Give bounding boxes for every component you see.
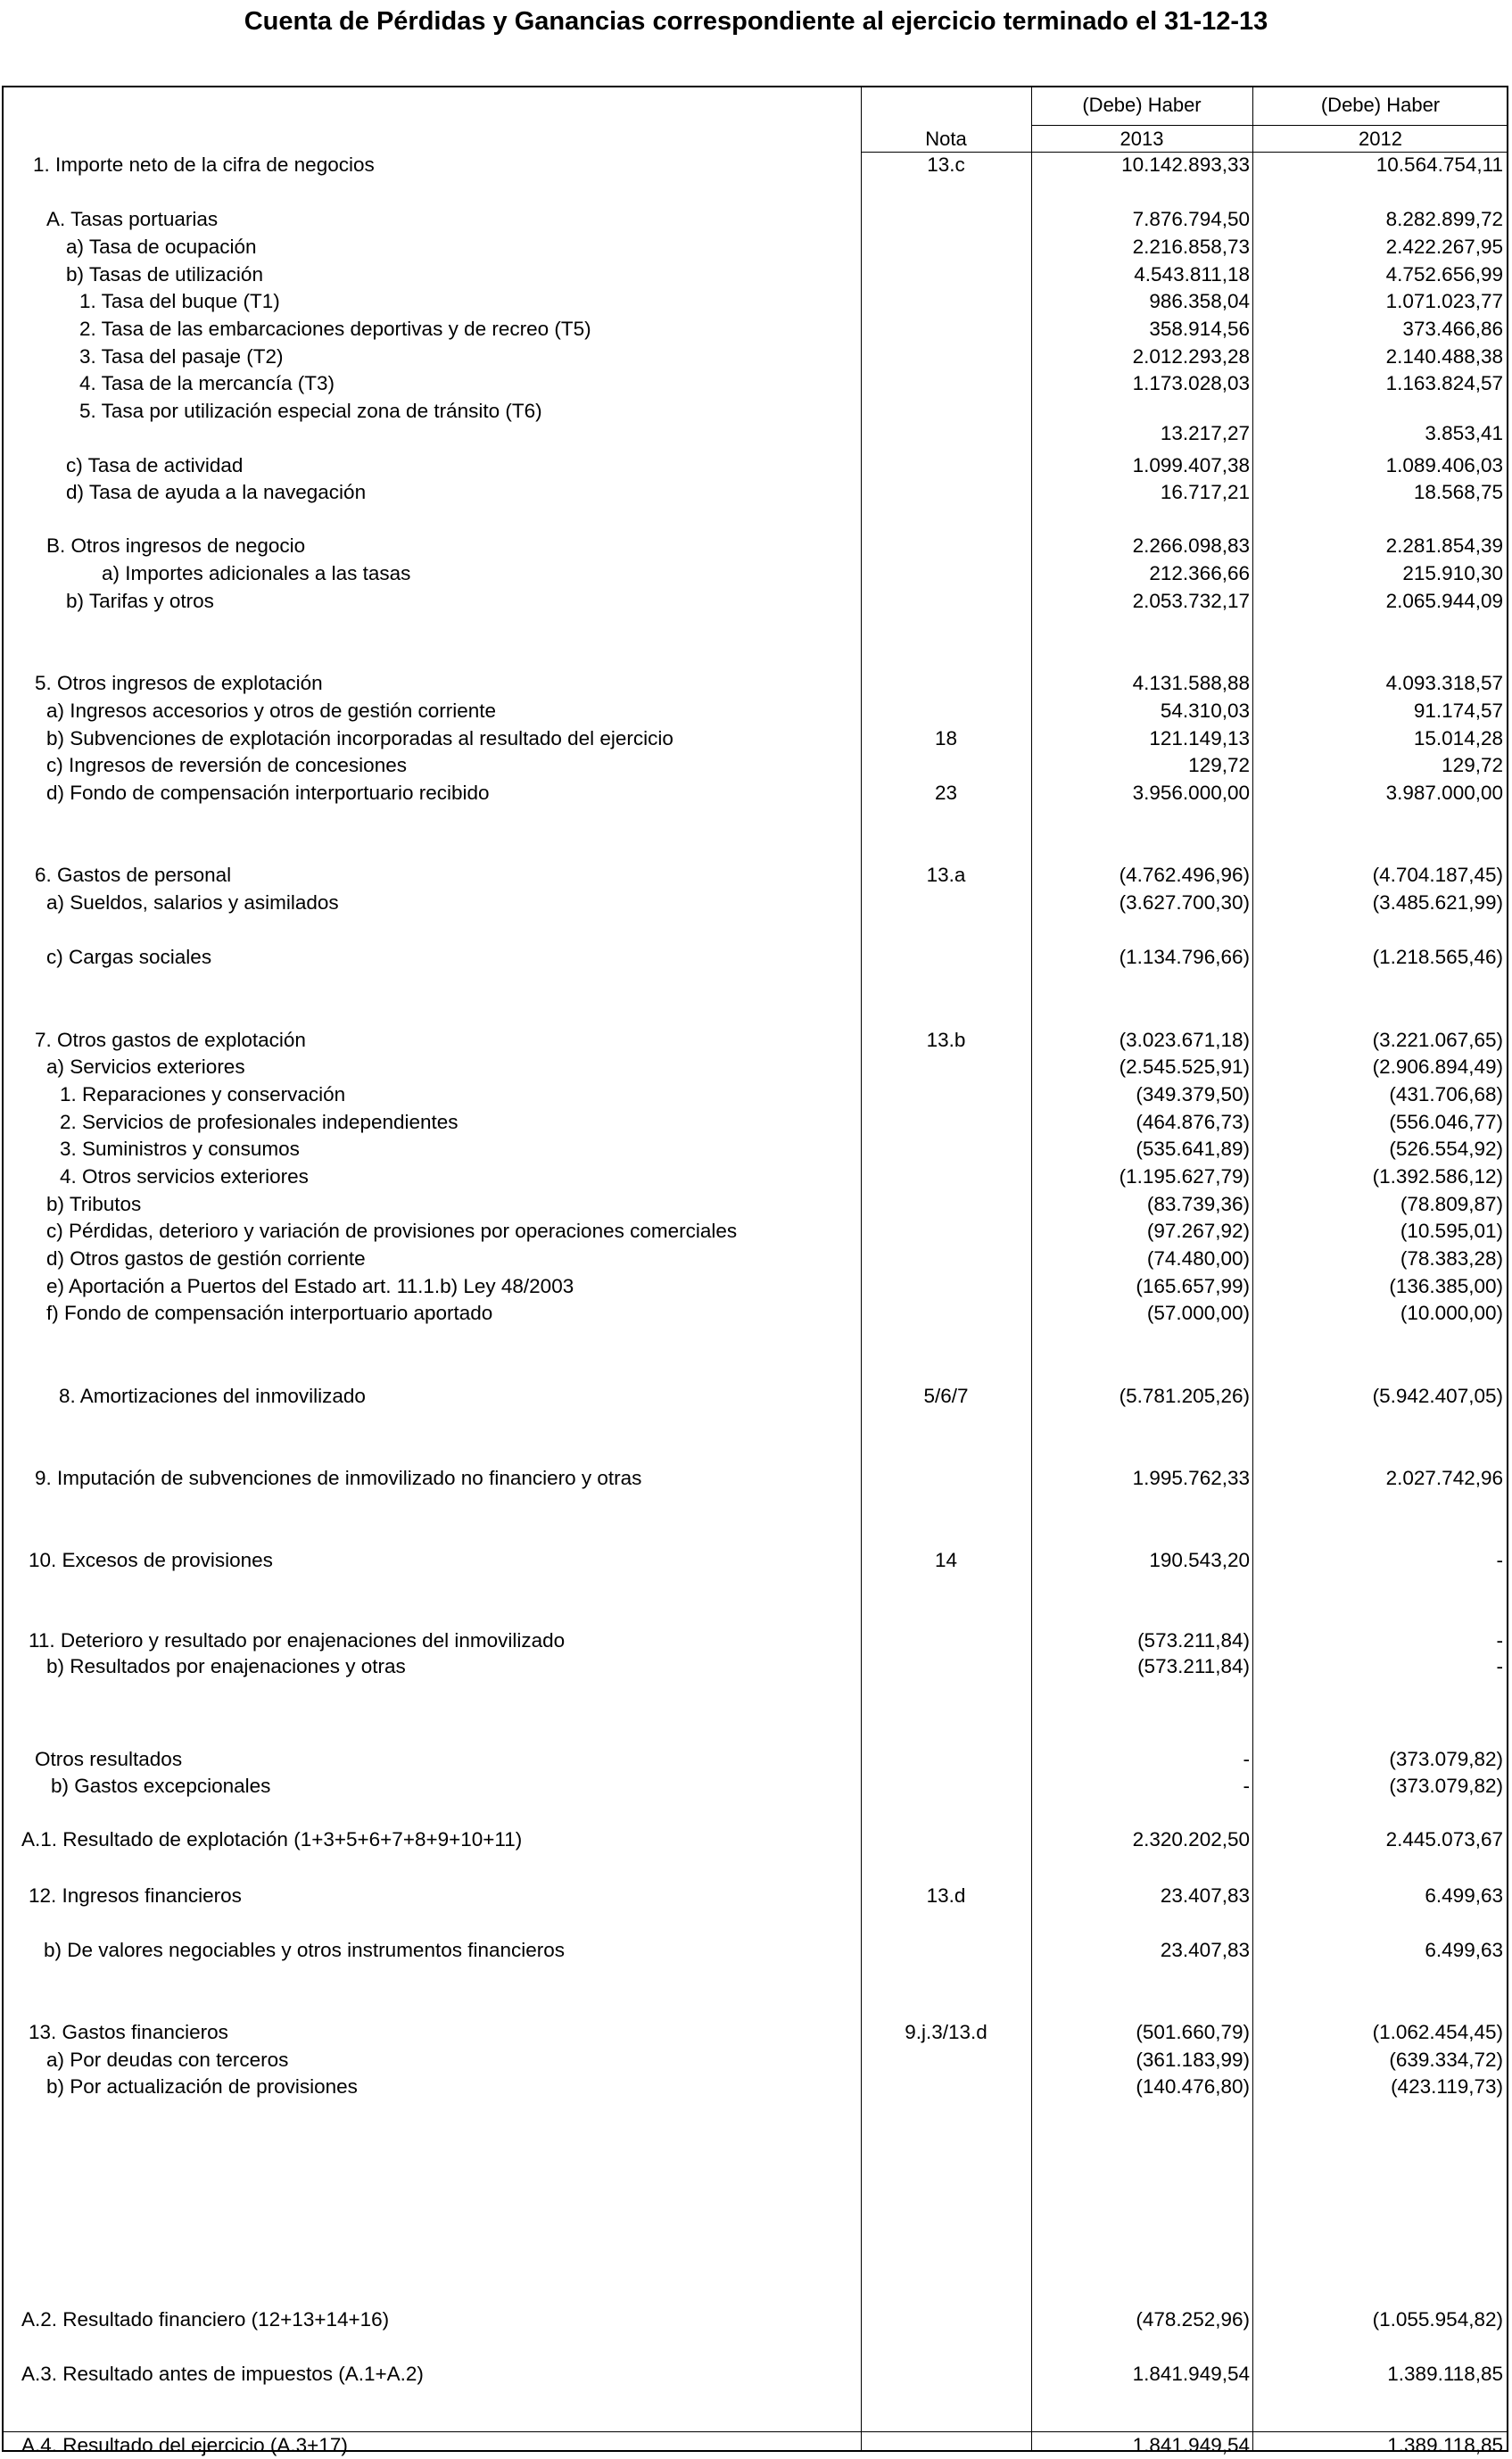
row-value-2012: (3.485.621,99) <box>1372 891 1503 914</box>
row-value-2012: 91.174,57 <box>1413 700 1503 722</box>
row-label: a) Servicios exteriores <box>46 1056 245 1078</box>
row-label: 6. Gastos de personal <box>35 864 232 886</box>
row-label: Otros resultados <box>35 1748 183 1770</box>
row-value-2012: 1.389.118,85 <box>1387 2363 1503 2385</box>
row-label: 3. Suministros y consumos <box>60 1138 300 1160</box>
row-label: b) Subvenciones de explotación incorporadas al resultado del ejercicio <box>46 727 673 749</box>
row-value-2013: 10.142.893,33 <box>1121 153 1250 176</box>
row-value-2013: 3.956.000,00 <box>1132 782 1250 804</box>
row-value-2012: 8.282.899,72 <box>1385 208 1503 230</box>
table-row <box>4 670 1507 697</box>
row-value-2012: (526.554,92) <box>1389 1138 1503 1160</box>
row-label: a) Tasa de ocupación <box>66 236 257 258</box>
table-row <box>4 725 1507 752</box>
row-label: b) Tarifas y otros <box>66 590 214 612</box>
row-value-2012: 6.499,63 <box>1425 1884 1503 1907</box>
row-value-2012: 10.564.754,11 <box>1376 153 1503 176</box>
row-label: 4. Otros servicios exteriores <box>60 1165 309 1188</box>
row-label: A.1. Resultado de explotación (1+3+5+6+7+8+9+10+11) <box>21 1828 523 1850</box>
table-row <box>4 698 1507 724</box>
row-label: 12. Ingresos financieros <box>29 1884 242 1907</box>
row-value-2013: 23.407,83 <box>1160 1939 1250 1961</box>
row-label: 7. Otros gastos de explotación <box>35 1029 306 1051</box>
row-value-2012: 1.089.406,03 <box>1385 454 1503 476</box>
row-label: 1. Importe neto de la cifra de negocios <box>33 153 375 176</box>
row-label: A.3. Resultado antes de impuestos (A.1+A.2) <box>21 2363 424 2385</box>
row-value-2012: (431.706,68) <box>1389 1083 1503 1105</box>
row-value-2012: (373.079,82) <box>1389 1748 1503 1770</box>
row-value-2013: 13.217,27 <box>1160 422 1250 444</box>
table-row <box>4 1746 1507 1773</box>
header-year-2012: 2012 <box>1359 128 1402 150</box>
row-label: c) Pérdidas, deterioro y variación de provisiones por operaciones comerciales <box>46 1220 738 1242</box>
row-value-2012: - <box>1496 1629 1503 1652</box>
row-value-2012: - <box>1496 1655 1503 1677</box>
header-debe-haber-2012: (Debe) Haber <box>1320 94 1441 116</box>
row-value-2012: 18.568,75 <box>1413 481 1503 503</box>
row-value-2012: (78.809,87) <box>1400 1193 1503 1215</box>
row-value-2013: (464.876,73) <box>1136 1111 1250 1133</box>
row-value-2013: (478.252,96) <box>1136 2308 1250 2331</box>
row-label: b) Resultados por enajenaciones y otras <box>46 1655 406 1677</box>
table-row <box>4 1027 1507 1054</box>
table-row <box>4 752 1507 779</box>
row-value-2013: 121.149,13 <box>1149 727 1250 749</box>
table-row <box>4 344 1507 370</box>
table-row <box>4 1218 1507 1245</box>
row-value-2012: (3.221.067,65) <box>1372 1029 1503 1051</box>
row-nota: 18 <box>934 727 958 749</box>
income-statement-table <box>2 86 1508 2456</box>
row-label: d) Otros gastos de gestión corriente <box>46 1247 366 1270</box>
page-title: Cuenta de Pérdidas y Ganancias correspondiente al ejercicio terminado el 31-12-13 <box>244 7 1268 36</box>
row-value-2012: (136.385,00) <box>1389 1275 1503 1297</box>
row-value-2013: - <box>1243 1748 1250 1770</box>
row-nota: 13.b <box>926 1029 966 1051</box>
row-value-2012: 2.027.742,96 <box>1385 1467 1503 1489</box>
row-value-2013: (165.657,99) <box>1136 1275 1250 1297</box>
row-label: e) Aportación a Puertos del Estado art. 11.1.b) Ley 48/2003 <box>46 1275 574 1297</box>
row-label: b) Por actualización de provisiones <box>46 2075 358 2098</box>
row-value-2012: (4.704.187,45) <box>1372 864 1503 886</box>
table-row <box>4 1163 1507 1190</box>
row-label: A. Tasas portuarias <box>46 208 219 230</box>
table-row <box>4 1465 1507 1492</box>
row-nota: 13.a <box>926 864 966 886</box>
row-label: 13. Gastos financieros <box>29 2021 228 2043</box>
row-label: f) Fondo de compensación interportuario aportado <box>46 1302 493 1324</box>
row-value-2012: (2.906.894,49) <box>1372 1056 1503 1078</box>
row-label: a) Importes adicionales a las tasas <box>102 562 411 584</box>
row-nota: 13.d <box>926 1884 966 1907</box>
row-value-2012: 1.389.118,85 <box>1387 2434 1503 2456</box>
row-label: a) Ingresos accesorios y otros de gestión corriente <box>46 700 496 722</box>
row-label: b) Tributos <box>46 1193 142 1215</box>
row-value-2012: (5.942.407,05) <box>1372 1385 1503 1407</box>
table-row <box>4 1383 1507 1410</box>
row-value-2012: 3.853,41 <box>1425 422 1503 444</box>
table-row <box>4 452 1507 479</box>
row-value-2013: (97.267,92) <box>1146 1220 1250 1242</box>
row-label: 5. Otros ingresos de explotación <box>35 672 323 694</box>
row-value-2013: 4.543.811,18 <box>1134 263 1250 286</box>
table-row <box>4 1826 1507 1853</box>
row-value-2012: (78.383,28) <box>1400 1247 1503 1270</box>
header-year-2013: 2013 <box>1120 128 1164 150</box>
row-label: 1. Reparaciones y conservación <box>60 1083 346 1105</box>
table-row <box>4 479 1507 506</box>
table-row <box>4 1273 1507 1300</box>
row-value-2012: (1.055.954,82) <box>1372 2308 1503 2331</box>
row-value-2013: 212.366,66 <box>1149 562 1250 584</box>
row-value-2013: (2.545.525,91) <box>1119 1056 1250 1078</box>
row-value-2012: (10.000,00) <box>1400 1302 1503 1324</box>
table-row <box>4 206 1507 233</box>
row-value-2012: 373.466,86 <box>1402 318 1503 340</box>
row-label: 9. Imputación de subvenciones de inmovilizado no financiero y otras <box>35 1467 642 1489</box>
row-value-2013: 2.266.098,83 <box>1132 534 1250 557</box>
row-nota: 5/6/7 <box>923 1385 969 1407</box>
row-value-2013: 190.543,20 <box>1149 1549 1250 1571</box>
row-value-2012: 215.910,30 <box>1402 562 1503 584</box>
row-value-2013: 1.099.407,38 <box>1132 454 1250 476</box>
row-value-2013: 2.216.858,73 <box>1132 236 1250 258</box>
table-row <box>4 1773 1507 1800</box>
row-value-2012: (556.046,77) <box>1389 1111 1503 1133</box>
row-value-2012: 1.163.824,57 <box>1385 372 1503 394</box>
row-label: a) Sueldos, salarios y asimilados <box>46 891 339 914</box>
table-row <box>4 1081 1507 1108</box>
row-label: 8. Amortizaciones del inmovilizado <box>59 1385 366 1407</box>
row-label: 11. Deterioro y resultado por enajenaciones del inmovilizado <box>29 1629 566 1652</box>
table-row <box>4 588 1507 615</box>
row-value-2013: (83.739,36) <box>1146 1193 1250 1215</box>
row-label: b) Tasas de utilización <box>66 263 263 286</box>
row-value-2013: (3.023.671,18) <box>1119 1029 1250 1051</box>
table-row <box>4 261 1507 288</box>
row-label: 1. Tasa del buque (T1) <box>79 290 280 312</box>
row-value-2013: 986.358,04 <box>1149 290 1250 312</box>
row-value-2013: 23.407,83 <box>1160 1884 1250 1907</box>
table-row <box>4 1937 1507 1964</box>
row-value-2013: (57.000,00) <box>1146 1302 1250 1324</box>
row-value-2013: (74.480,00) <box>1146 1247 1250 1270</box>
row-value-2013: (535.641,89) <box>1136 1138 1250 1160</box>
row-label: a) Por deudas con terceros <box>46 2049 289 2071</box>
row-value-2012: 4.752.656,99 <box>1385 263 1503 286</box>
table-row <box>4 862 1507 889</box>
row-value-2012: 1.071.023,77 <box>1385 290 1503 312</box>
row-label: 5. Tasa por utilización especial zona de tránsito (T6) <box>79 400 542 422</box>
header-nota: Nota <box>925 128 967 150</box>
row-value-2013: 358.914,56 <box>1149 318 1250 340</box>
table-row <box>4 2432 1507 2459</box>
table-row <box>4 1883 1507 1909</box>
table-row <box>4 1109 1507 1136</box>
row-value-2012: 4.093.318,57 <box>1385 672 1503 694</box>
row-label: b) Gastos excepcionales <box>51 1775 271 1797</box>
row-value-2013: 1.995.762,33 <box>1132 1467 1250 1489</box>
table-row <box>4 370 1507 397</box>
row-value-2013: (573.211,84) <box>1137 1655 1250 1677</box>
row-nota: 13.c <box>927 153 965 176</box>
row-label: 4. Tasa de la mercancía (T3) <box>79 372 335 394</box>
table-row <box>4 1547 1507 1574</box>
row-value-2012: 15.014,28 <box>1413 727 1503 749</box>
row-value-2013: (4.762.496,96) <box>1119 864 1250 886</box>
row-value-2013: - <box>1243 1775 1250 1797</box>
row-value-2012: 2.281.854,39 <box>1385 534 1503 557</box>
row-value-2012: (1.218.565,46) <box>1372 946 1503 968</box>
row-value-2012: 6.499,63 <box>1425 1939 1503 1961</box>
row-value-2012: (1.062.454,45) <box>1372 2021 1503 2043</box>
row-value-2013: 2.012.293,28 <box>1132 345 1250 368</box>
table-row <box>4 2361 1507 2388</box>
table-row <box>4 1191 1507 1218</box>
row-value-2012: (1.392.586,12) <box>1372 1165 1503 1188</box>
row-value-2013: (573.211,84) <box>1137 1629 1250 1652</box>
row-value-2012: 2.140.488,38 <box>1385 345 1503 368</box>
row-value-2012: 2.065.944,09 <box>1385 590 1503 612</box>
row-label: 2. Servicios de profesionales independientes <box>60 1111 459 1133</box>
table-row <box>4 288 1507 315</box>
table-row <box>4 2047 1507 2074</box>
row-value-2013: (140.476,80) <box>1136 2075 1250 2098</box>
row-label: A.2. Resultado financiero (12+13+14+16) <box>21 2308 390 2331</box>
table-row <box>4 560 1507 587</box>
row-value-2013: 1.841.949,54 <box>1132 2434 1250 2456</box>
header-debe-haber-2013: (Debe) Haber <box>1082 94 1202 116</box>
table-row <box>4 890 1507 916</box>
row-label: A.4. Resultado del ejercicio (A.3+17) <box>21 2434 348 2456</box>
row-value-2013: 16.717,21 <box>1160 481 1250 503</box>
table-row <box>4 316 1507 343</box>
row-label: 2. Tasa de las embarcaciones deportivas y de recreo (T5) <box>79 318 591 340</box>
table-row <box>4 234 1507 261</box>
row-value-2013: (361.183,99) <box>1136 2049 1250 2071</box>
row-label: c) Tasa de actividad <box>66 454 244 476</box>
table-row <box>4 944 1507 971</box>
row-value-2013: 2.320.202,50 <box>1132 1828 1250 1850</box>
row-nota: 9.j.3/13.d <box>905 2021 987 2043</box>
row-value-2013: 54.310,03 <box>1160 700 1250 722</box>
table-row <box>4 1246 1507 1272</box>
table-row <box>4 152 1507 178</box>
table-row <box>4 2306 1507 2333</box>
table-row <box>4 1136 1507 1163</box>
row-value-2013: (5.781.205,26) <box>1119 1385 1250 1407</box>
row-label: b) De valores negociables y otros instrumentos financieros <box>44 1939 566 1961</box>
row-value-2013: (501.660,79) <box>1136 2021 1250 2043</box>
row-value-2013: (1.195.627,79) <box>1119 1165 1250 1188</box>
row-value-2013: 1.173.028,03 <box>1132 372 1250 394</box>
row-nota: 14 <box>934 1549 958 1571</box>
row-value-2013: 2.053.732,17 <box>1132 590 1250 612</box>
row-value-2012: (10.595,01) <box>1400 1220 1503 1242</box>
table-row <box>4 2019 1507 2046</box>
row-label: 3. Tasa del pasaje (T2) <box>79 345 284 368</box>
row-value-2013: 4.131.588,88 <box>1132 672 1250 694</box>
row-value-2012: (373.079,82) <box>1389 1775 1503 1797</box>
table-row <box>4 1054 1507 1080</box>
row-value-2013: 129,72 <box>1188 754 1250 776</box>
row-value-2012: (639.334,72) <box>1389 2049 1503 2071</box>
row-label: B. Otros ingresos de negocio <box>46 534 306 557</box>
table-row <box>4 1627 1507 1654</box>
row-value-2012: 129,72 <box>1442 754 1503 776</box>
row-label: d) Tasa de ayuda a la navegación <box>66 481 367 503</box>
table-row <box>4 533 1507 559</box>
row-value-2012: - <box>1496 1549 1503 1571</box>
header-divider-top <box>1031 125 1507 126</box>
row-value-2013: 7.876.794,50 <box>1132 208 1250 230</box>
table-row <box>4 420 1507 447</box>
row-value-2012: 2.445.073,67 <box>1385 1828 1503 1850</box>
table-row <box>4 780 1507 807</box>
table-row <box>4 1653 1507 1680</box>
row-value-2012: 3.987.000,00 <box>1385 782 1503 804</box>
row-value-2013: 1.841.949,54 <box>1132 2363 1250 2385</box>
row-label: 10. Excesos de provisiones <box>29 1549 273 1571</box>
table-row <box>4 1300 1507 1327</box>
row-value-2012: (423.119,73) <box>1391 2075 1503 2098</box>
row-value-2013: (3.627.700,30) <box>1119 891 1250 914</box>
row-label: d) Fondo de compensación interportuario recibido <box>46 782 490 804</box>
row-label: c) Cargas sociales <box>46 946 212 968</box>
row-value-2012: 2.422.267,95 <box>1385 236 1503 258</box>
table-row <box>4 2074 1507 2100</box>
row-label: c) Ingresos de reversión de concesiones <box>46 754 407 776</box>
row-value-2013: (1.134.796,66) <box>1119 946 1250 968</box>
row-value-2013: (349.379,50) <box>1136 1083 1250 1105</box>
row-nota: 23 <box>934 782 958 804</box>
